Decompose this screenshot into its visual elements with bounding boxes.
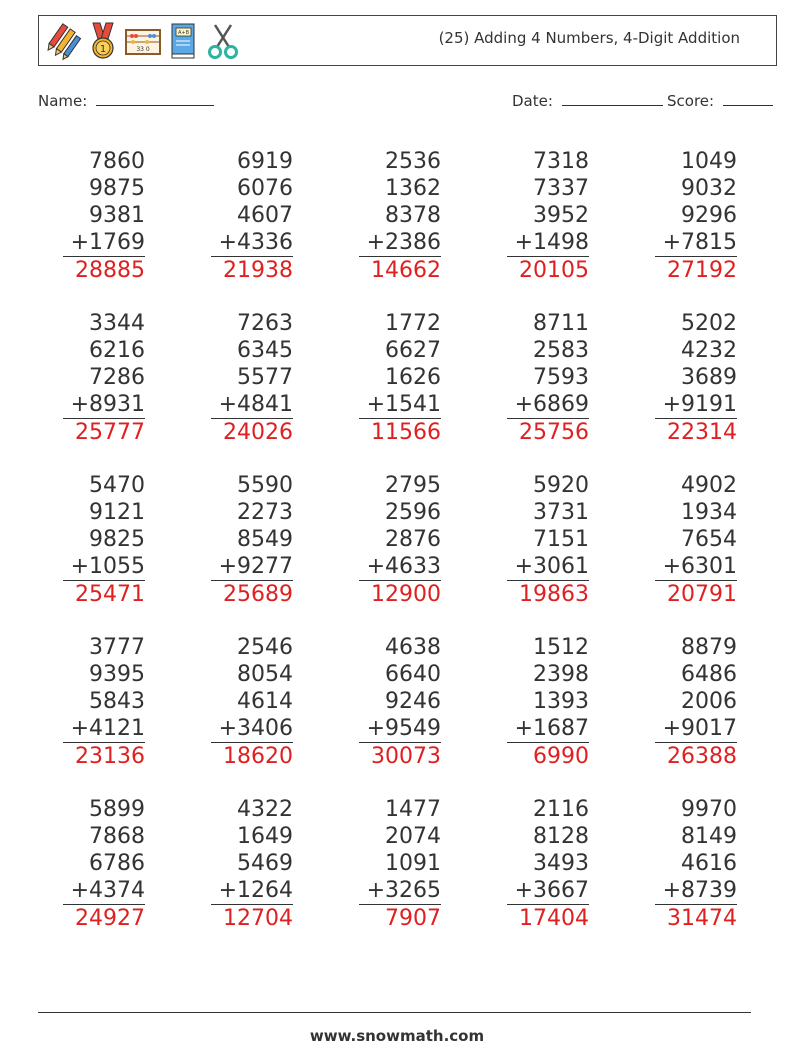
- addend: 7868: [89, 824, 145, 849]
- worksheet-header: [38, 15, 777, 66]
- date-field: [512, 92, 663, 110]
- addend: 5899: [89, 797, 145, 822]
- scissors-icon: [203, 21, 243, 61]
- header-icons: [43, 21, 243, 61]
- addend: 6919: [237, 149, 293, 174]
- addend-with-plus: +3061: [514, 554, 589, 579]
- problem-4: [469, 148, 589, 284]
- addend-with-plus: +3667: [514, 878, 589, 903]
- addend: 4232: [681, 338, 737, 363]
- addend-with-plus: +1541: [366, 392, 441, 417]
- addend: 6486: [681, 662, 737, 687]
- addend: 4902: [681, 473, 737, 498]
- problem-14: [469, 472, 589, 608]
- addend: 9970: [681, 797, 737, 822]
- addend: 8879: [681, 635, 737, 660]
- addend: 7263: [237, 311, 293, 336]
- addend: 7593: [533, 365, 589, 390]
- addend: 3493: [533, 851, 589, 876]
- addend: 1512: [533, 635, 589, 660]
- addend: 9875: [89, 176, 145, 201]
- addend-with-plus: +8739: [662, 878, 737, 903]
- answer: 17404: [507, 904, 589, 932]
- abacus-text: 33 0: [136, 46, 150, 53]
- addend: 7151: [533, 527, 589, 552]
- addend-with-plus: +7815: [662, 230, 737, 255]
- footer-divider: [38, 1012, 751, 1013]
- addend: 5469: [237, 851, 293, 876]
- addend: 1626: [385, 365, 441, 390]
- answer: 23136: [63, 742, 145, 770]
- addend: 4607: [237, 203, 293, 228]
- addend: 8378: [385, 203, 441, 228]
- problem-8: [321, 310, 441, 446]
- addend: 5920: [533, 473, 589, 498]
- addend: 6627: [385, 338, 441, 363]
- addend: 3731: [533, 500, 589, 525]
- answer: 20791: [655, 580, 737, 608]
- addend-with-plus: +3406: [218, 716, 293, 741]
- addend-with-plus: +1687: [514, 716, 589, 741]
- medal-number: 1: [99, 44, 107, 55]
- addend: 4616: [681, 851, 737, 876]
- addend: 4614: [237, 689, 293, 714]
- addend: 1477: [385, 797, 441, 822]
- addend: 5843: [89, 689, 145, 714]
- addend: 9032: [681, 176, 737, 201]
- addend-with-plus: +4121: [70, 716, 145, 741]
- addend: 1362: [385, 176, 441, 201]
- problem-15: [617, 472, 737, 608]
- answer: 7907: [359, 904, 441, 932]
- addend: 7860: [89, 149, 145, 174]
- answer: 6990: [507, 742, 589, 770]
- answer: 12704: [211, 904, 293, 932]
- addend-with-plus: +6301: [662, 554, 737, 579]
- addend: 2074: [385, 824, 441, 849]
- addend: 8054: [237, 662, 293, 687]
- addend-with-plus: +4633: [366, 554, 441, 579]
- addend: 9296: [681, 203, 737, 228]
- addend-with-plus: +3265: [366, 878, 441, 903]
- answer: 24927: [63, 904, 145, 932]
- addend: 9395: [89, 662, 145, 687]
- answer: 25756: [507, 418, 589, 446]
- problem-9: [469, 310, 589, 446]
- answer: 27192: [655, 256, 737, 284]
- problem-11: [25, 472, 145, 608]
- addend: 4322: [237, 797, 293, 822]
- addend: 2596: [385, 500, 441, 525]
- addend: 3689: [681, 365, 737, 390]
- addend: 3952: [533, 203, 589, 228]
- score-blank[interactable]: [723, 104, 773, 106]
- addend: 9825: [89, 527, 145, 552]
- problem-5: [617, 148, 737, 284]
- addend-with-plus: +1769: [70, 230, 145, 255]
- name-field: [38, 92, 214, 110]
- addend: 8149: [681, 824, 737, 849]
- answer: 12900: [359, 580, 441, 608]
- problem-17: [173, 634, 293, 770]
- problem-21: [25, 796, 145, 932]
- addend: 4638: [385, 635, 441, 660]
- score-field: [667, 92, 773, 110]
- addend: 1091: [385, 851, 441, 876]
- problem-13: [321, 472, 441, 608]
- answer: 14662: [359, 256, 441, 284]
- answer: 30073: [359, 742, 441, 770]
- problem-1: [25, 148, 145, 284]
- answer: 28885: [63, 256, 145, 284]
- problem-7: [173, 310, 293, 446]
- answer: 25777: [63, 418, 145, 446]
- addend: 2583: [533, 338, 589, 363]
- problem-19: [469, 634, 589, 770]
- addend: 9246: [385, 689, 441, 714]
- problem-24: [469, 796, 589, 932]
- addend: 3344: [89, 311, 145, 336]
- book-icon: [163, 21, 203, 61]
- addend: 8549: [237, 527, 293, 552]
- problem-6: [25, 310, 145, 446]
- problem-22: [173, 796, 293, 932]
- addend: 1934: [681, 500, 737, 525]
- addend: 8711: [533, 311, 589, 336]
- answer: 11566: [359, 418, 441, 446]
- book-text: A+B: [177, 30, 190, 36]
- addend-with-plus: +2386: [366, 230, 441, 255]
- answer: 25689: [211, 580, 293, 608]
- addend: 9381: [89, 203, 145, 228]
- addend: 2876: [385, 527, 441, 552]
- date-blank[interactable]: [562, 104, 663, 106]
- addend-with-plus: +4374: [70, 878, 145, 903]
- addend-with-plus: +1264: [218, 878, 293, 903]
- addend: 5577: [237, 365, 293, 390]
- problem-16: [25, 634, 145, 770]
- addend: 1649: [237, 824, 293, 849]
- addend: 5470: [89, 473, 145, 498]
- addend: 5202: [681, 311, 737, 336]
- addend: 2546: [237, 635, 293, 660]
- addend: 6640: [385, 662, 441, 687]
- problem-25: [617, 796, 737, 932]
- addend: 6345: [237, 338, 293, 363]
- addend: 8128: [533, 824, 589, 849]
- addend-with-plus: +4336: [218, 230, 293, 255]
- answer: 24026: [211, 418, 293, 446]
- problem-3: [321, 148, 441, 284]
- answer: 25471: [63, 580, 145, 608]
- name-label: Name:: [38, 92, 88, 110]
- date-label: Date:: [512, 92, 553, 110]
- addend-with-plus: +8931: [70, 392, 145, 417]
- addend-with-plus: +9017: [662, 716, 737, 741]
- addend: 6786: [89, 851, 145, 876]
- addend: 1393: [533, 689, 589, 714]
- addend-with-plus: +4841: [218, 392, 293, 417]
- crayons-icon: [43, 21, 83, 61]
- worksheet-title: (25) Adding 4 Numbers, 4-Digit Addition: [438, 29, 740, 47]
- medal-icon: [83, 21, 123, 61]
- footer-site: www.snowmath.com: [309, 1027, 485, 1045]
- answer: 18620: [211, 742, 293, 770]
- answer: 21938: [211, 256, 293, 284]
- addend-with-plus: +1498: [514, 230, 589, 255]
- problem-18: [321, 634, 441, 770]
- problem-23: [321, 796, 441, 932]
- addend: 2116: [533, 797, 589, 822]
- addend-with-plus: +9191: [662, 392, 737, 417]
- addend-with-plus: +6869: [514, 392, 589, 417]
- score-label: Score:: [667, 92, 715, 110]
- addend: 2795: [385, 473, 441, 498]
- addend: 2006: [681, 689, 737, 714]
- addend: 9121: [89, 500, 145, 525]
- abacus-icon: [123, 21, 163, 61]
- addend: 3777: [89, 635, 145, 660]
- problem-20: [617, 634, 737, 770]
- addend: 7337: [533, 176, 589, 201]
- addend: 1049: [681, 149, 737, 174]
- name-blank[interactable]: [96, 104, 214, 106]
- addend-with-plus: +9549: [366, 716, 441, 741]
- problem-10: [617, 310, 737, 446]
- answer: 22314: [655, 418, 737, 446]
- addend: 6076: [237, 176, 293, 201]
- addend: 5590: [237, 473, 293, 498]
- answer: 31474: [655, 904, 737, 932]
- answer: 26388: [655, 742, 737, 770]
- addend: 2398: [533, 662, 589, 687]
- problem-2: [173, 148, 293, 284]
- addend-with-plus: +9277: [218, 554, 293, 579]
- answer: 20105: [507, 256, 589, 284]
- addend: 7318: [533, 149, 589, 174]
- addend: 1772: [385, 311, 441, 336]
- addend: 2536: [385, 149, 441, 174]
- addend: 6216: [89, 338, 145, 363]
- addend: 7654: [681, 527, 737, 552]
- addend: 7286: [89, 365, 145, 390]
- addend-with-plus: +1055: [70, 554, 145, 579]
- addend: 2273: [237, 500, 293, 525]
- problem-12: [173, 472, 293, 608]
- answer: 19863: [507, 580, 589, 608]
